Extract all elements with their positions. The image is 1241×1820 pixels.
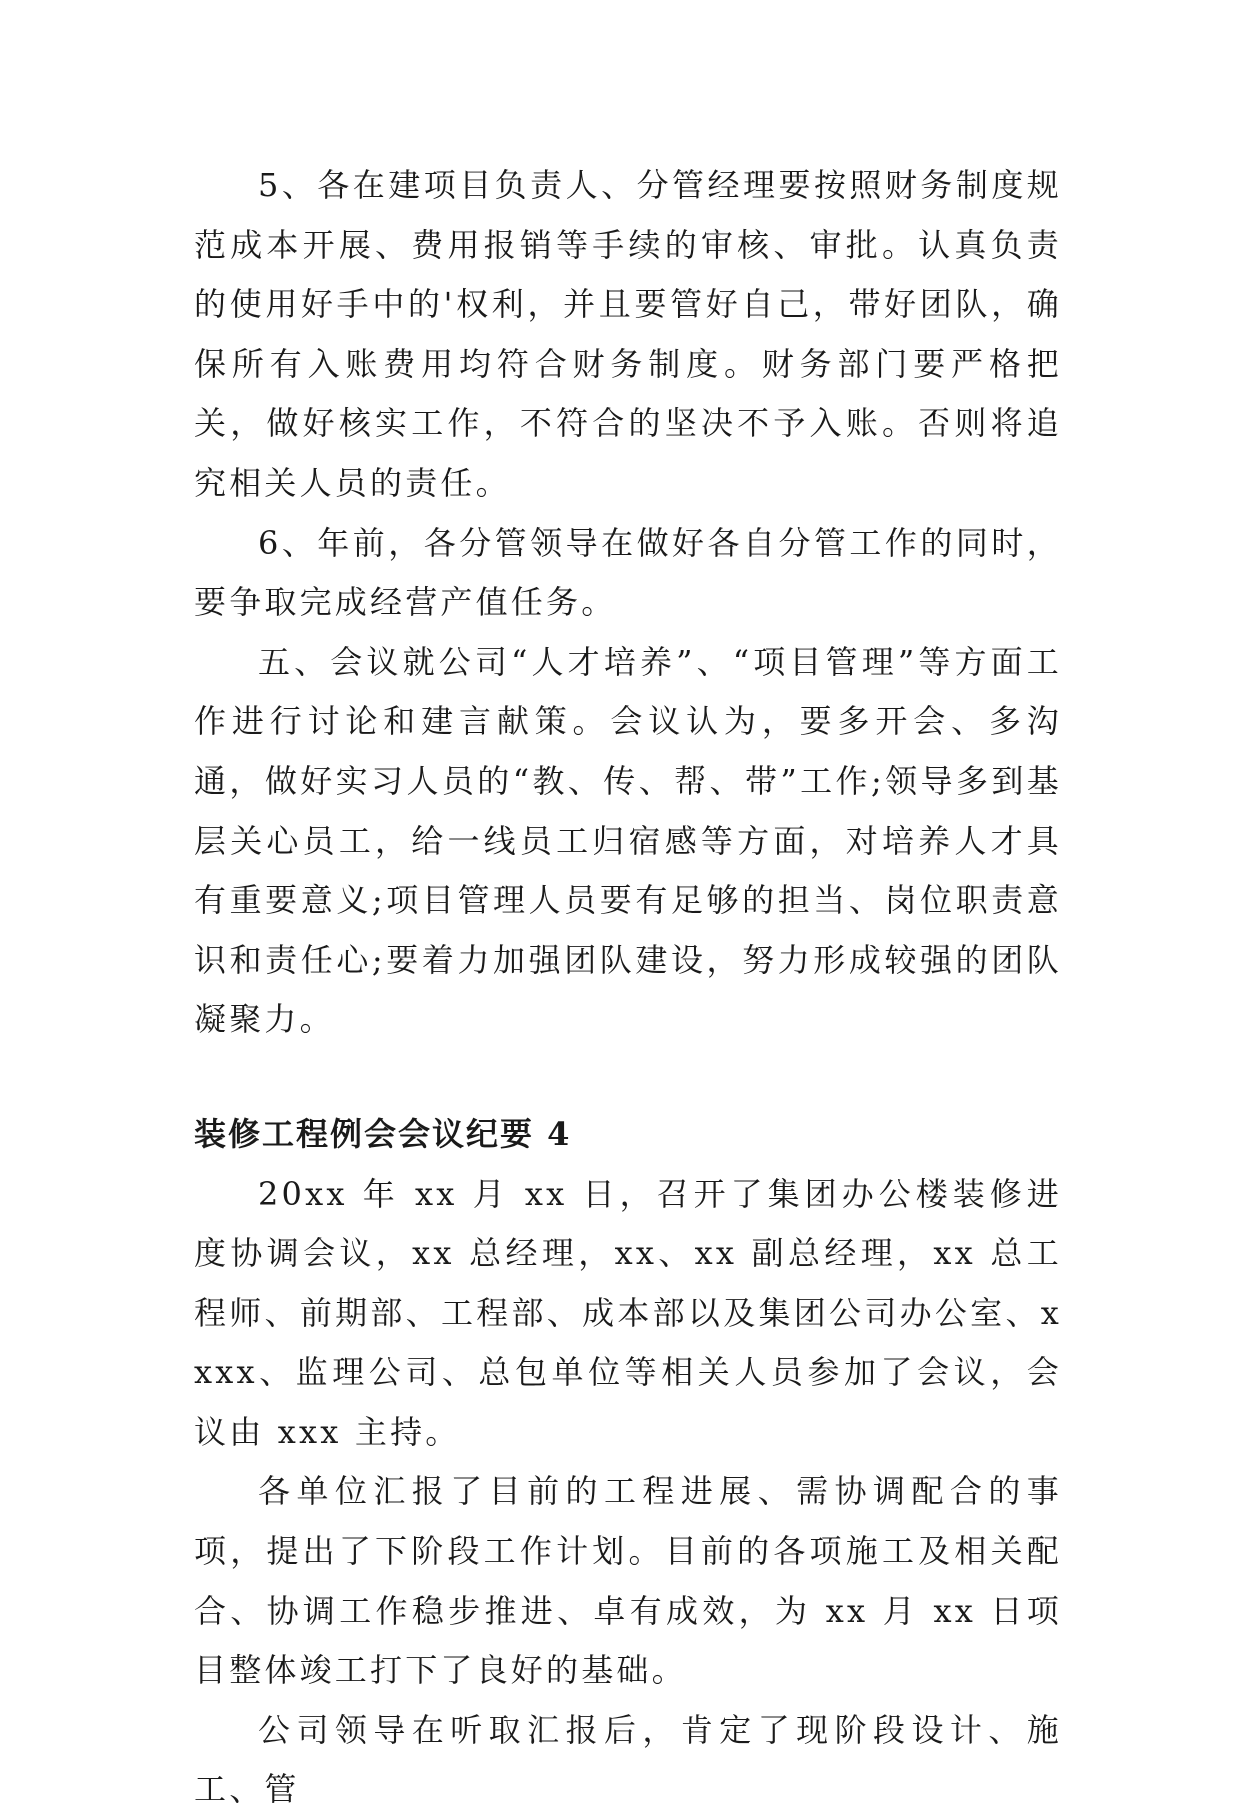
paragraph-meeting-intro: 20xx 年 xx 月 xx 日，召开了集团办公楼装修进度协调会议，xx 总经理，xx、xx 副总经理，xx 总工程师、前期部、工程部、成本部以及集团公司办公室、xxxx、监理公司、总包单位等相关人员参加了会议，会议由 xxx 主持。: [194, 1174, 1062, 1451]
section-spacer: [194, 1050, 1062, 1105]
paragraph-item-6: 6、年前，各分管领导在做好各自分管工作的同时，要争取完成经营产值任务。: [194, 523, 1062, 622]
paragraph-item-5: 5、各在建项目负责人、分管经理要按照财务制度规范成本开展、费用报销等手续的审核、审批。认真负责的使用好手中的'权利，并且要管好自己，带好团队，确保所有入账费用均符合财务制度。财务部门要严格把关，做好核实工作，不符合的坚决不予入账。否则将追究相关人员的责任。: [194, 166, 1062, 502]
paragraph-leadership-remarks: 公司领导在听取汇报后，肯定了现阶段设计、施工、管: [194, 1710, 1062, 1809]
section-title: 装修工程例会会议纪要 4: [194, 1114, 572, 1153]
paragraph-progress-report: 各单位汇报了目前的工程进展、需协调配合的事项，提出了下阶段工作计划。目前的各项施工及相关配合、协调工作稳步推进、卓有成效，为 xx 月 xx 日项目整体竣工打下了良好的基础。: [194, 1472, 1062, 1690]
document-page: [194, 156, 1062, 1820]
paragraph-section-five: 五、会议就公司“人才培养”、“项目管理”等方面工作进行讨论和建言献策。会议认为，要多开会、多沟通，做好实习人员的“教、传、帮、带”工作;领导多到基层关心员工，给一线员工归宿感等方面，对培养人才具有重要意义;项目管理人员要有足够的担当、岗位职责意识和责任心;要着力加强团队建设，努力形成较强的团队凝聚力。: [194, 642, 1062, 1039]
